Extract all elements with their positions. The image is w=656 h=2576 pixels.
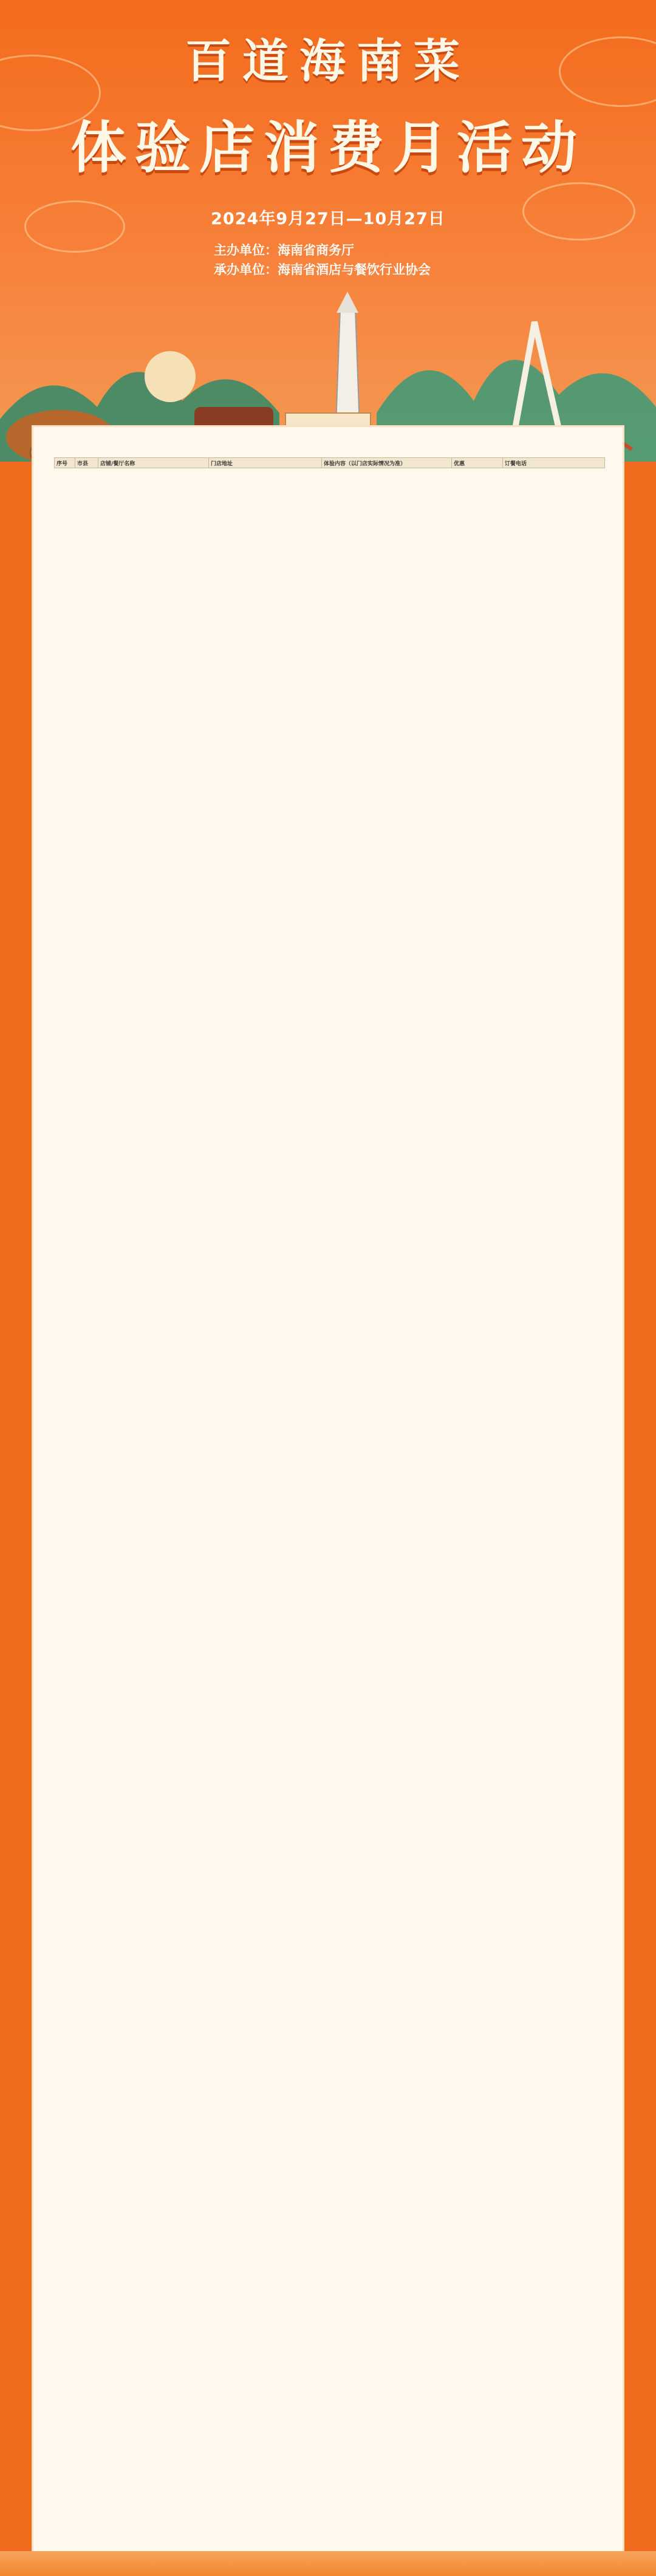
- rocket-tip-shape: [337, 292, 358, 313]
- column-header-store: 店铺/餐厅名称: [98, 458, 209, 468]
- organizer-line: [214, 260, 431, 278]
- rocket-icon: [336, 310, 360, 425]
- column-header-index: 序号: [55, 458, 75, 468]
- title-line-2: 体验店消费月活动: [70, 115, 586, 180]
- column-header-city: 市县: [75, 458, 98, 468]
- restaurant-table-wrap: [54, 457, 604, 468]
- host-line: [214, 241, 354, 259]
- hero-banner: [0, 0, 656, 462]
- column-header-offer: 优惠: [452, 458, 503, 468]
- statue-icon: [145, 351, 196, 402]
- event-sheet: [32, 425, 624, 2557]
- organizer-name: 海南省酒店与餐饮行业协会: [278, 262, 431, 277]
- column-header-address: 门店地址: [209, 458, 322, 468]
- column-header-content: 体验内容（以门店实际情况为准）: [322, 458, 452, 468]
- event-date-range: 2024年9月27日—10月27日: [211, 210, 445, 228]
- title-line-1: 百道海南菜: [185, 34, 471, 88]
- bottom-decorative-band: [0, 2551, 656, 2576]
- host-name: 海南省商务厅: [278, 243, 354, 258]
- column-header-phone: 订餐电话: [503, 458, 605, 468]
- restaurant-table: [54, 457, 605, 468]
- host-label: 主办单位：: [214, 243, 278, 258]
- organizer-label: 承办单位：: [214, 262, 278, 277]
- table-header-row: [55, 458, 605, 468]
